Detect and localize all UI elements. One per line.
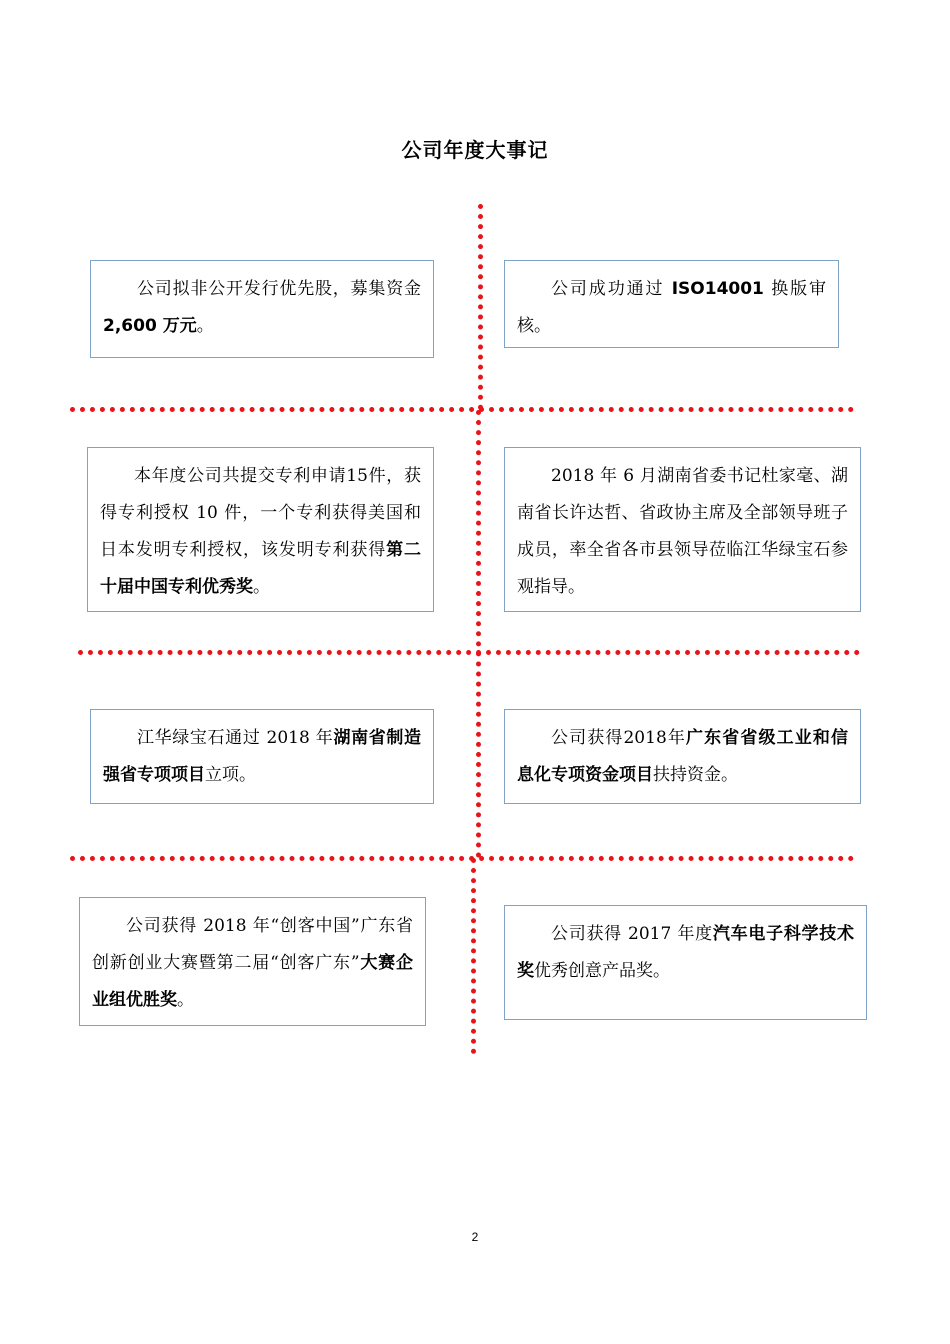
event-box-auto-electronics-award: 公司获得 2017 年度汽车电子科学技术奖优秀创意产品奖。 — [504, 905, 867, 1020]
event-box-iso14001: 公司成功通过 ISO14001 换版审核。 — [504, 260, 839, 348]
timeline-horizontal-divider-2 — [78, 650, 860, 655]
timeline-vertical-divider-middle — [476, 410, 481, 858]
event-box-preferred-stock: 公司拟非公开发行优先股，募集资金 2,600 万元。 — [90, 260, 434, 358]
timeline-vertical-divider-top — [478, 204, 483, 410]
event-box-guangdong-fund: 公司获得2018年广东省省级工业和信息化专项资金项目扶持资金。 — [504, 709, 861, 804]
page-title: 公司年度大事记 — [401, 138, 549, 162]
event-box-patents: 本年度公司共提交专利申请15件，获得专利授权 10 件，一个专利获得美国和日本发明专利授权，该发明专利获得第二十届中国专利优秀奖。 — [87, 447, 434, 612]
timeline-horizontal-divider-1 — [70, 407, 854, 412]
timeline-vertical-divider-bottom — [471, 858, 476, 1054]
timeline-horizontal-divider-3 — [70, 856, 854, 861]
page-number: 2 — [471, 1230, 479, 1244]
event-box-hunan-project: 江华绿宝石通过 2018 年湖南省制造强省专项项目立项。 — [90, 709, 434, 804]
event-box-hunan-visit: 2018 年 6 月湖南省委书记杜家毫、湖南省长许达哲、省政协主席及全部领导班子成员，率全省各市县领导莅临江华绿宝石参观指导。 — [504, 447, 861, 612]
event-box-maker-award: 公司获得 2018 年“创客中国”广东省创新创业大赛暨第二届“创客广东”大赛企业组优胜奖。 — [79, 897, 426, 1026]
